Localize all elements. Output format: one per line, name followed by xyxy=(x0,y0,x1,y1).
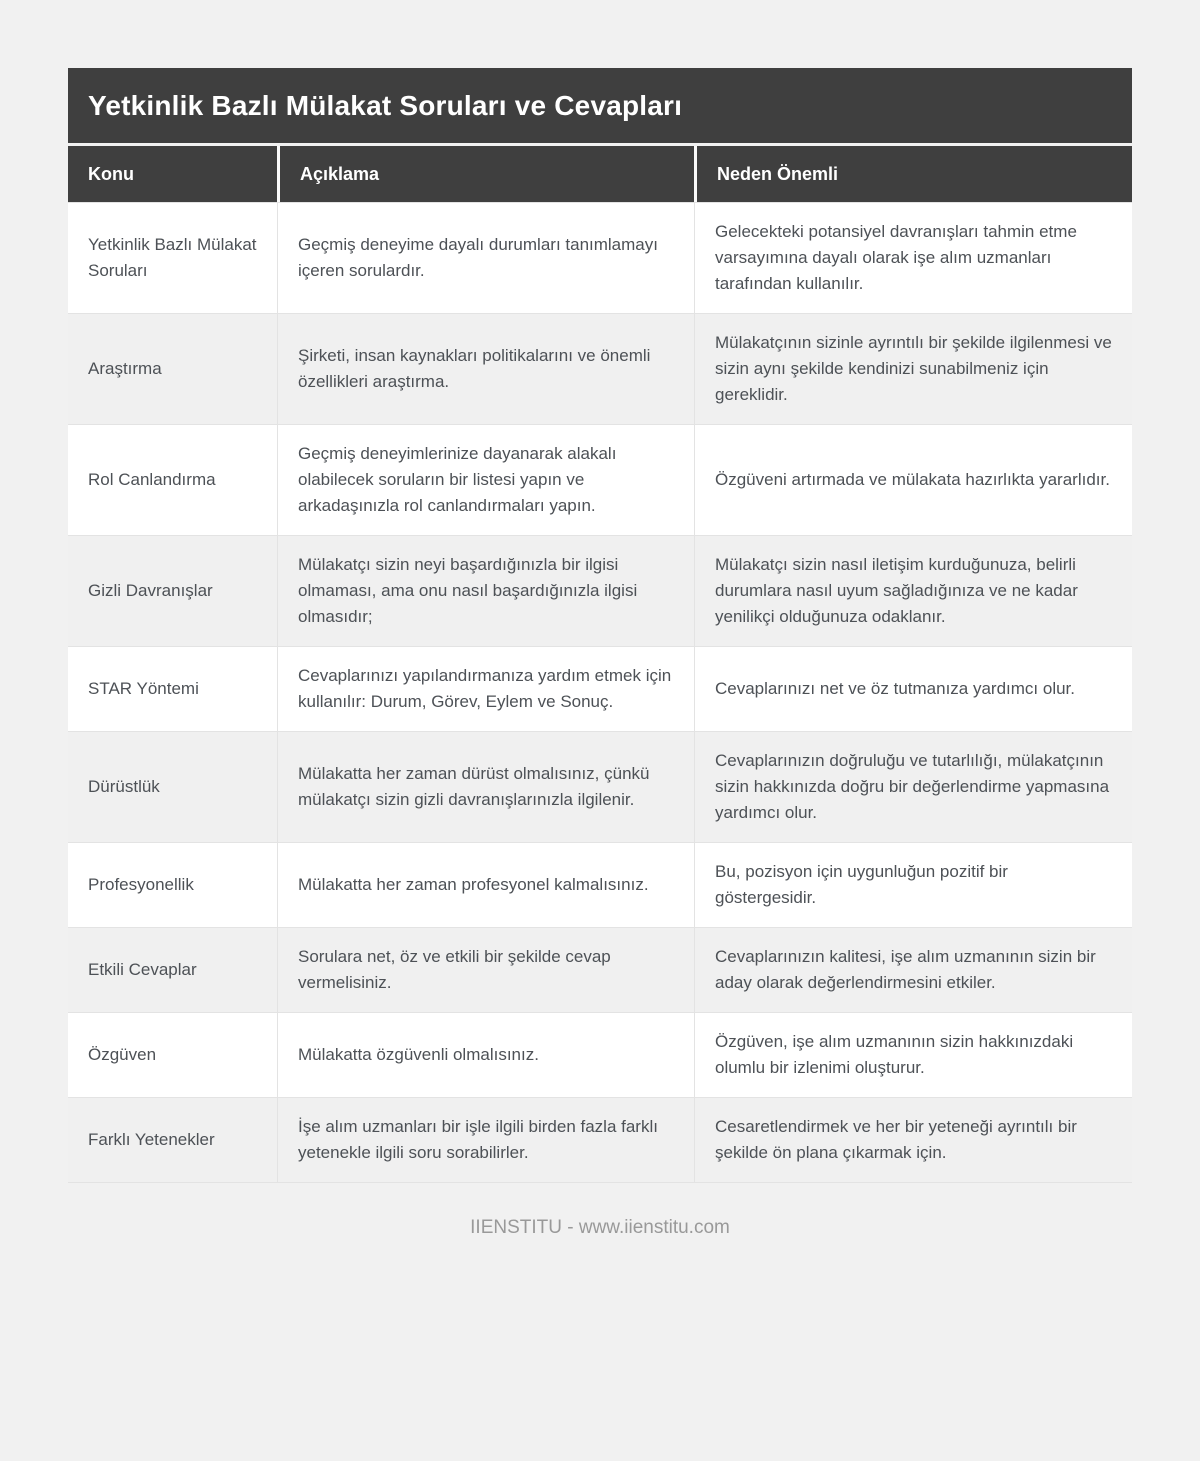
cell-konu: STAR Yöntemi xyxy=(68,646,277,731)
cell-aciklama: Cevaplarınızı yapılandırmanıza yardım etmek için kullanılır: Durum, Görev, Eylem ve Sonuç. xyxy=(277,646,694,731)
table-row xyxy=(68,842,1132,927)
table-row xyxy=(68,535,1132,646)
table-row xyxy=(68,731,1132,842)
table-row xyxy=(68,313,1132,424)
document-sheet xyxy=(68,0,1132,1239)
table-row xyxy=(68,424,1132,535)
cell-neden-onemli: Gelecekteki potansiyel davranışları tahmin etme varsayımına dayalı olarak işe alım uzmanları tarafından kullanılır. xyxy=(694,202,1132,313)
cell-aciklama: Mülakatta özgüvenli olmalısınız. xyxy=(277,1012,694,1097)
cell-aciklama: Mülakatta her zaman profesyonel kalmalısınız. xyxy=(277,842,694,927)
footer-text: IIENSTITU - www.iienstitu.com xyxy=(470,1217,730,1238)
cell-konu: Rol Canlandırma xyxy=(68,424,277,535)
column-header-konu: Konu xyxy=(68,146,277,202)
cell-konu: Özgüven xyxy=(68,1012,277,1097)
cell-neden-onemli: Cevaplarınızı net ve öz tutmanıza yardımcı olur. xyxy=(694,646,1132,731)
column-header-aciklama: Açıklama xyxy=(277,146,694,202)
cell-neden-onemli: Cesaretlendirmek ve her bir yeteneği ayrıntılı bir şekilde ön plana çıkarmak için. xyxy=(694,1097,1132,1183)
cell-neden-onemli: Mülakatçının sizinle ayrıntılı bir şekilde ilgilenmesi ve sizin aynı şekilde kendinizi sunabilmeniz için gereklidir. xyxy=(694,313,1132,424)
cell-konu: Dürüstlük xyxy=(68,731,277,842)
column-header-neden-onemli: Neden Önemli xyxy=(694,146,1132,202)
table-row xyxy=(68,927,1132,1012)
cell-konu: Profesyonellik xyxy=(68,842,277,927)
cell-konu: Yetkinlik Bazlı Mülakat Soruları xyxy=(68,202,277,313)
table-header xyxy=(68,146,1132,202)
table-body xyxy=(68,202,1132,1183)
cell-neden-onemli: Bu, pozisyon için uygunluğun pozitif bir göstergesidir. xyxy=(694,842,1132,927)
cell-aciklama: Mülakatta her zaman dürüst olmalısınız, çünkü mülakatçı sizin gizli davranışlarınızla ilgilenir. xyxy=(277,731,694,842)
table-row xyxy=(68,202,1132,313)
cell-konu: Farklı Yetenekler xyxy=(68,1097,277,1183)
cell-neden-onemli: Cevaplarınızın kalitesi, işe alım uzmanının sizin bir aday olarak değerlendirmesini etkiler. xyxy=(694,927,1132,1012)
cell-konu: Araştırma xyxy=(68,313,277,424)
table-row xyxy=(68,646,1132,731)
cell-neden-onemli: Özgüveni artırmada ve mülakata hazırlıkta yararlıdır. xyxy=(694,424,1132,535)
cell-aciklama: Mülakatçı sizin neyi başardığınızla bir ilgisi olmaması, ama onu nasıl başardığınızla ilgisi olmasıdır; xyxy=(277,535,694,646)
cell-konu: Etkili Cevaplar xyxy=(68,927,277,1012)
table-row xyxy=(68,1097,1132,1183)
table-row xyxy=(68,1012,1132,1097)
cell-aciklama: Geçmiş deneyimlerinize dayanarak alakalı olabilecek soruların bir listesi yapın ve arkadaşınızla rol canlandırmaları yapın. xyxy=(277,424,694,535)
cell-neden-onemli: Özgüven, işe alım uzmanının sizin hakkınızdaki olumlu bir izlenimi oluşturur. xyxy=(694,1012,1132,1097)
cell-aciklama: Sorulara net, öz ve etkili bir şekilde cevap vermelisiniz. xyxy=(277,927,694,1012)
page-title: Yetkinlik Bazlı Mülakat Soruları ve Cevapları xyxy=(68,68,1132,143)
table-header-row xyxy=(68,146,1132,202)
cell-konu: Gizli Davranışlar xyxy=(68,535,277,646)
cell-aciklama: İşe alım uzmanları bir işle ilgili birden fazla farklı yetenekle ilgili soru sorabilirler. xyxy=(277,1097,694,1183)
cell-aciklama: Şirketi, insan kaynakları politikalarını ve önemli özellikleri araştırma. xyxy=(277,313,694,424)
cell-neden-onemli: Mülakatçı sizin nasıl iletişim kurduğunuza, belirli durumlara nasıl uyum sağladığınıza ve ne kadar yenilikçi olduğunuza odaklanır. xyxy=(694,535,1132,646)
cell-aciklama: Geçmiş deneyime dayalı durumları tanımlamayı içeren sorulardır. xyxy=(277,202,694,313)
competency-interview-table xyxy=(68,146,1132,1183)
cell-neden-onemli: Cevaplarınızın doğruluğu ve tutarlılığı, mülakatçının sizin hakkınızda doğru bir değerlendirme yapmasına yardımcı olur. xyxy=(694,731,1132,842)
